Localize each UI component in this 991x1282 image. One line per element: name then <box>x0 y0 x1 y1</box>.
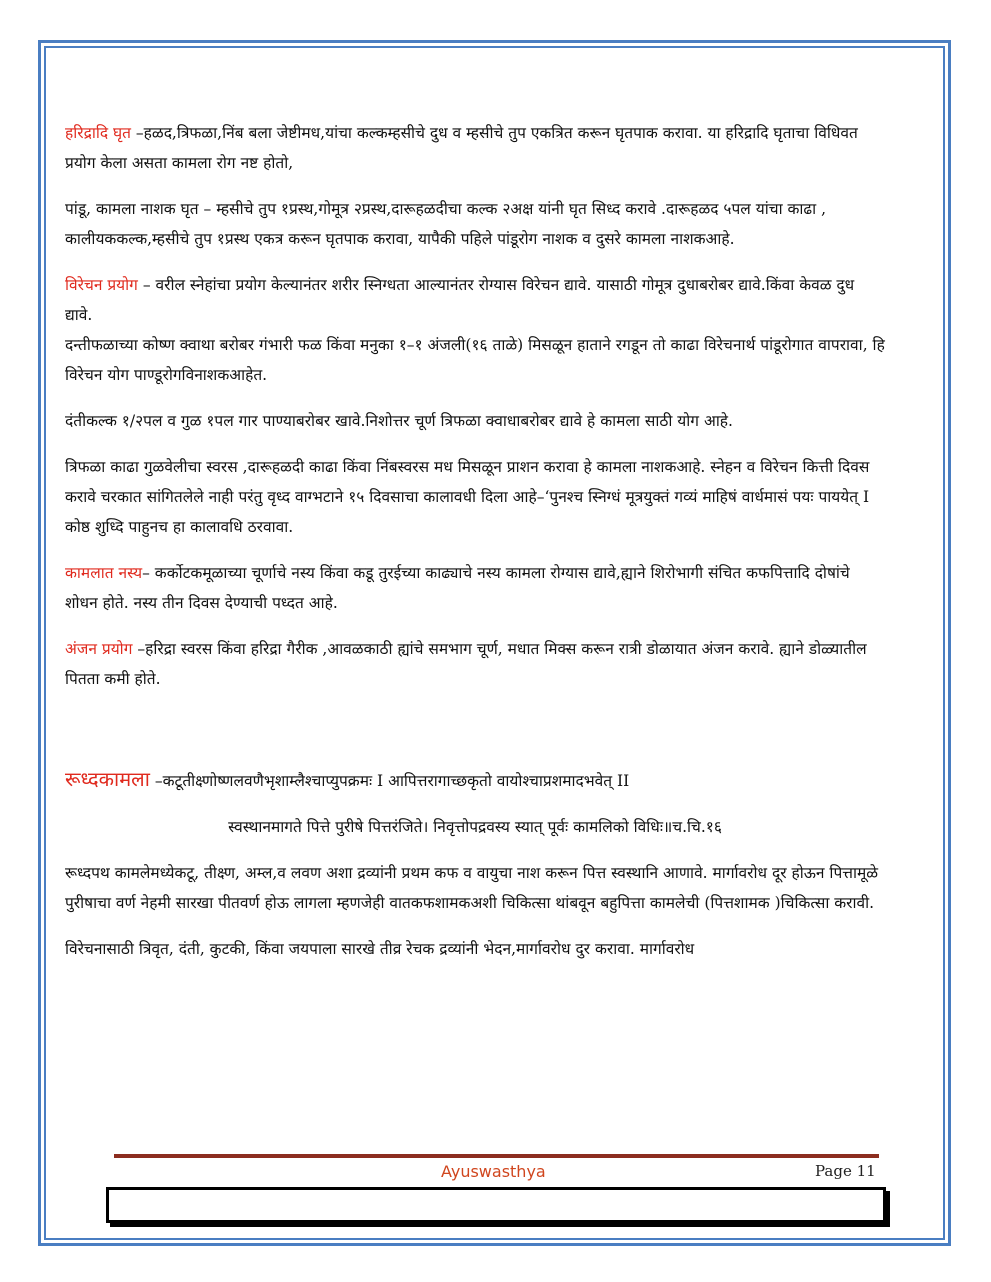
paragraph-text: –हरिद्रा स्वरस किंवा हरिद्रा गैरीक ,आवळकाठी ह्यांचे समभाग चूर्ण, मधात मिक्स करून रात्री डोळायात अंजन करावे. ह्याने डोळ्यातील पितता कमी होते. <box>65 640 867 688</box>
paragraph-text: –कटूतीक्ष्णोष्णलवणैभृशाम्लैश्चाप्युपक्रमः I आपित्तरागाच्छकृतो वायोश्चाप्रशमादभवेत् II <box>149 772 630 790</box>
paragraph-text: रूध्दपथ कामलेमध्येकटू, तीक्ष्ण, अम्ल,व लवण अशा द्रव्यांनी प्रथम कफ व वायुचा नाश करून पित्त स्वस्थानि आणावे. मार्गावरोध दूर होऊन पित्तामूळे पुरीषाचा वर्ण नेहमी सारखा पीतवर्ण होऊ लागला म्हणजेही वातकफशामकअशी चिकित्सा थांबवून बहुपित्ता कामलेची (पित्तशामक )चिकित्सा करावी. <box>65 864 879 912</box>
paragraph-virechanasathi <box>65 934 885 964</box>
footer-box <box>106 1187 886 1223</box>
paragraph-dantikalka <box>65 406 885 436</box>
section-heading: कामलात नस्य <box>65 564 143 582</box>
paragraph-kamlat-nasya <box>65 558 885 618</box>
shloka-verse: स्वस्थानमागते पित्ते पुरीषे पित्तरंजिते। निवृत्तोपद्रवस्य स्यात् पूर्वः कामलिको विधिः॥च.चि.१६ <box>228 818 722 836</box>
paragraph-text: पांडू, कामला नाशक घृत – म्हसीचे तुप १प्रस्थ,गोमूत्र २प्रस्थ,दारूहळदीचा कल्क २अक्ष यांनी घृत सिध्द करावे .दारूहळद ५पल यांचा काढा , कालीयककल्क,म्हसीचे तुप १प्रस्थ एकत्र करून घृतपाक करावा, यापैकी पहिले पांडूरोग नाशक व दुसरे कामला नाशकआहे. <box>65 200 827 248</box>
section-heading: विरेचन प्रयोग <box>65 276 138 294</box>
paragraph-anjan-prayog <box>65 634 885 694</box>
paragraph-text: – वरील स्नेहांचा प्रयोग केल्यानंतर शरीर स्निग्धता आल्यानंतर रोग्यास विरेचन द्यावे. यासाठी गोमूत्र दुधाबरोबर द्यावे.किंवा केवळ दुध द्यावे. <box>65 276 855 324</box>
paragraph-text: दंतीकल्क १/२पल व गुळ १पल गार पाण्याबरोबर खावे.निशोत्तर चूर्ण त्रिफळा क्वाधाबरोबर द्यावे हे कामला साठी योग आहे. <box>65 412 733 430</box>
page-number: Page 11 <box>815 1162 876 1180</box>
footer-rule <box>114 1154 879 1158</box>
section-heading: अंजन प्रयोग <box>65 640 133 658</box>
paragraph-text: दन्तीफळाच्या कोष्ण क्वाथा बरोबर गंभारी फळ किंवा मनुका १–१ अंजली(१६ ताळे) मिसळून हाताने रगडून तो काढा विरेचनार्थ पांडूरोगात वापरावा, हि विरेचन योग पाण्डूरोगविनाशकआहेत. <box>65 336 885 384</box>
paragraph-pandu-kamla-ghrut <box>65 194 885 254</box>
document-body <box>65 118 885 980</box>
paragraph-text: त्रिफळा काढा गुळवेलीचा स्वरस ,दारूहळदी काढा किंवा निंबस्वरस मध मिसळून प्राशन करावा हे कामला नाशकआहे. स्नेहन व विरेचन कित्ती दिवस करावे चरकात सांगितलेले नाही परंतु वृध्द वाग्भटाने १५ दिवसाचा कालावधी दिला आहे–‘पुनश्च स्निग्धं मूत्रयुक्तं गव्यं माहिषं वार्धमासं पयः पाययेत् I कोष्ठ शुध्दि पाहुनच हा कालावधि ठरवावा. <box>65 458 870 536</box>
footer-title: Ayuswasthya <box>441 1162 546 1181</box>
section-heading: रूध्दकामला <box>65 767 150 791</box>
paragraph-triphala-kadha <box>65 452 885 542</box>
paragraph-rudhakamla <box>65 764 885 796</box>
paragraph-text: विरेचनासाठी त्रिवृत, दंती, कुटकी, किंवा जयपाला सारखे तीव्र रेचक द्रव्यांनी भेदन,मार्गावरोध दुर करावा. मार्गावरोध <box>65 940 695 958</box>
section-heading: हरिद्रादि घृत <box>65 124 131 142</box>
paragraph-text: – कर्कोटकमूळाच्या चूर्णाचे नस्य किंवा कडू तुरईच्या काढ्याचे नस्य कामला रोग्यास द्यावे,ह्याने शिरोभागी संचित कफपित्तादि दोषांचे शोधन होते. नस्य तीन दिवस देण्याची पध्दत आहे. <box>65 564 850 612</box>
paragraph-rudhapath <box>65 858 885 918</box>
paragraph-dantiphal <box>65 330 885 390</box>
paragraph-virechan-prayog <box>65 270 885 330</box>
paragraph-haridradi-ghrut <box>65 118 885 178</box>
paragraph-text: –हळद,त्रिफळा,निंब बला जेष्टीमध,यांचा कल्कम्हसीचे दुध व म्हसीचे तुप एकत्रित करून घृतपाक करावा. या हरिद्रादि घृताचा विधिवत प्रयोग केला असता कामला रोग नष्ट होतो, <box>65 124 858 172</box>
